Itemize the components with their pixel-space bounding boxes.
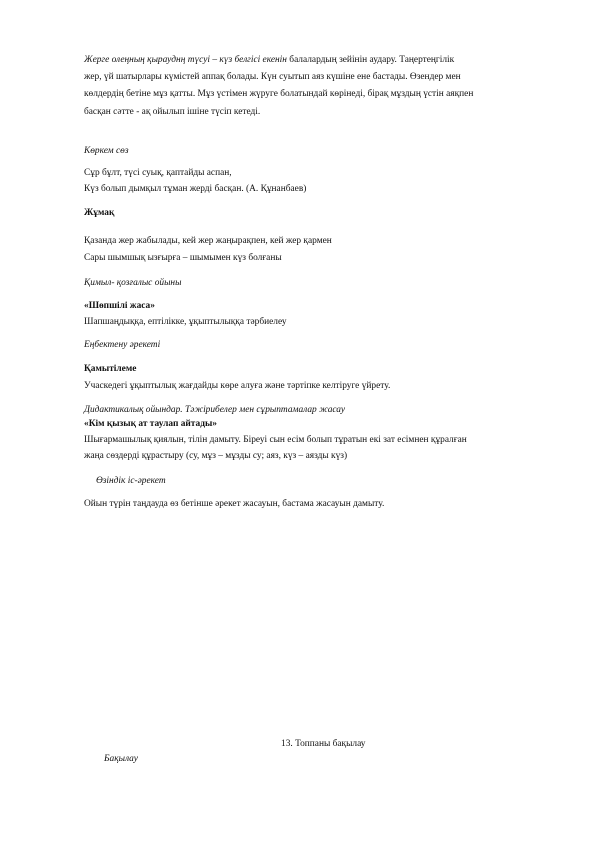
intro-line-3: көлдердің бетіне мұз қатты. Мұз үстімен жүруге болатындай көрінеді, бірақ мұздың үстін аяқпен [84, 89, 474, 99]
poem-line-2: Күз болып дымқыл тұман жерді басқан. (А. Құнанбаев) [84, 184, 307, 194]
intro-line-1-rest: балалардың зейінін аудару. Таңертеңгілік [286, 55, 455, 65]
work-heading: Еңбектену әрекеті [84, 340, 161, 350]
art-word-heading: Көркем сөз [84, 146, 129, 156]
game-goal: Шапшаңдыққа, ептілікке, ұқыптылыққа тәрбиелеу [84, 317, 287, 327]
didactic-line-2: жаңа сөздерді құрастыру (су, мұз – мұзды су; аяз, күз – аязды күз) [84, 451, 348, 461]
intro-line-2: жер, үй шатырлары күмістей аппақ болады. Күн суытып аяз күшіне ене бастады. Өзендер мен [84, 72, 461, 82]
poem-line-1: Сұр бұлт, түсі суық, қаптайды аспан, [84, 168, 232, 178]
didactic-title: «Кім қызық ат таулап айтады» [84, 419, 217, 429]
didactic-heading: Дидактикалық ойындар. Тәжірибелер мен сұрыптамалар жасау [84, 405, 346, 415]
free-activity-line-1: Ойын түрін таңдауда өз бетінше әрекет жасауын, бастама жасауын дамыту. [84, 499, 385, 509]
work-title: Қамытілеме [84, 364, 137, 374]
game-heading: Қимыл- қозғалыс ойыны [84, 278, 182, 288]
riddle-line-2: Сары шымшық ызғырға – шымымен күз болғаны [84, 253, 282, 263]
free-activity-heading: Өзіндік іс-әрекет [96, 476, 166, 486]
observation-label: Бақылау [104, 754, 138, 764]
work-goal: Учаскедегі ұқыптылық жағдайды көре алуға және тәртіпке келтіруге үйрету. [84, 381, 391, 391]
riddle-heading: Жұмақ [84, 208, 115, 218]
riddle-line-1: Қазанда жер жабылады, кей жер жаңырақпен, кей жер қармен [84, 236, 332, 246]
intro-italic-lead: Жерге олеңның қырауднң түсуі – күз белгісі екенін [84, 55, 287, 65]
intro-line-4: басқан сәтте - ақ ойылып ішіне түсіп кетеді. [84, 107, 261, 117]
intro-line-1 [84, 54, 454, 66]
game-title: «Шөпшілі жаса» [84, 301, 155, 311]
observation-item-title: 13. Топпаны бақылау [281, 739, 366, 749]
didactic-line-1: Шығармашылық қиялын, тілін дамыту. Біреуі сын есім болып тұратын екі зат есімнен құралған [84, 435, 467, 445]
